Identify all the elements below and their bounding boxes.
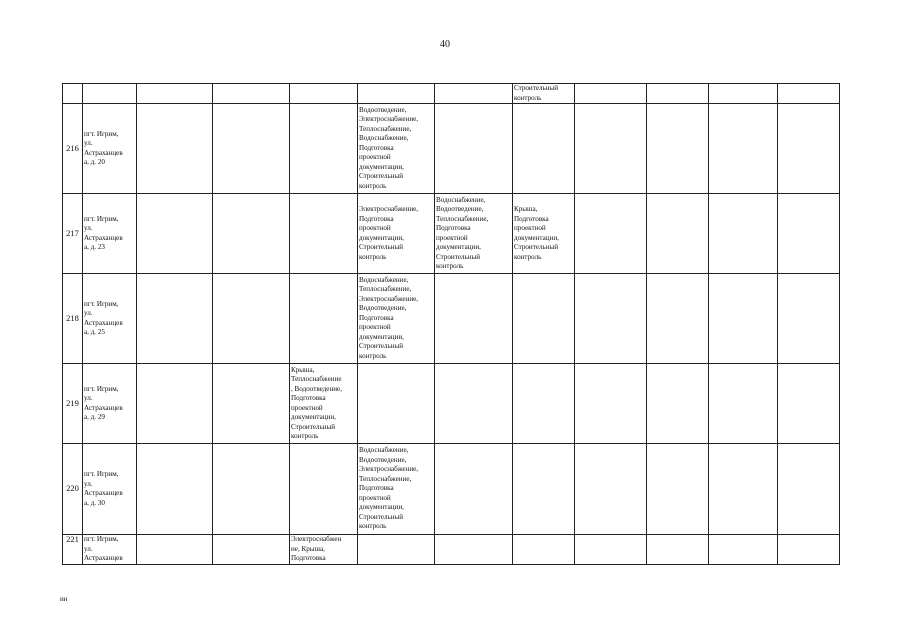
row-number: 220 [63, 444, 83, 535]
table-row [63, 274, 840, 364]
cell-text-line: Подготовка [359, 143, 394, 152]
cell-text-line: Подготовка [291, 394, 326, 402]
cell-text-line: ул. [84, 544, 93, 553]
table-cell [213, 364, 290, 444]
cell-text-line: Крыша, [514, 205, 538, 213]
cell-text-line: документации, [359, 332, 404, 341]
cell-text-line: пгт. Игрим, [84, 535, 119, 543]
cell-text-line: Электроснабжение, [359, 205, 419, 213]
cell-text-line: Теплоснабжение [291, 375, 342, 383]
cell-text-line: документации, [514, 233, 559, 242]
cell-text-line: Строительный [291, 422, 336, 431]
table-cell [575, 84, 647, 104]
table-cell [647, 535, 709, 565]
cell-text-line: пгт. Игрим, [84, 129, 119, 138]
table-cell [709, 194, 778, 274]
table-row [63, 535, 840, 565]
table-cell [213, 84, 290, 104]
cell-text-line: Водоснабжение, [359, 275, 409, 284]
cell-text-line: Электроснабжен [291, 535, 342, 543]
table-row-continuation [63, 84, 840, 104]
table-row [63, 364, 840, 444]
works-cell [513, 194, 575, 274]
cell-text-line: Теплоснабжение, [436, 214, 489, 223]
table-cell [647, 84, 709, 104]
cell-text-line: документации, [359, 503, 404, 512]
works-cell [435, 194, 513, 274]
cell-text-line: документации, [436, 243, 481, 251]
works-cell [513, 104, 575, 194]
works-cell [290, 364, 358, 444]
cell-text-line: Строительный [514, 243, 559, 251]
works-cell [358, 535, 435, 565]
cell-text-line: ул. [84, 309, 93, 317]
table-cell [575, 444, 647, 535]
page-number: 40 [440, 39, 450, 50]
works-cell [290, 194, 358, 274]
table-row [63, 444, 840, 535]
cell-text-line: контроль [359, 181, 387, 190]
cell-text-line: документации, [359, 162, 404, 171]
table-cell [213, 274, 290, 364]
works-cell [435, 274, 513, 364]
row-number: 218 [63, 274, 83, 364]
cell-text-line: Теплоснабжение, [359, 474, 412, 483]
table-cell [709, 274, 778, 364]
cell-text-line: проектной [359, 323, 391, 332]
cell-text-line: проектной [514, 224, 546, 232]
cell-text-line: Теплоснабжение, [359, 124, 412, 133]
table-cell [647, 364, 709, 444]
cell-text-line: Водоотведение, [359, 304, 407, 313]
table-cell [778, 535, 840, 565]
cell-text-line: Теплоснабжение, [359, 285, 412, 294]
table-cell [647, 194, 709, 274]
cell-text-line: проектной [359, 224, 391, 232]
table-cell [137, 84, 213, 104]
cell-text-line: пгт. Игрим, [84, 214, 119, 223]
cell-text-line: ул. [84, 394, 93, 402]
works-cell [290, 444, 358, 535]
cell-text-line: контроль [291, 432, 319, 440]
table-cell [709, 535, 778, 565]
works-cell [358, 104, 435, 194]
cell-text-line: Водоснабжение, [359, 134, 409, 143]
table-cell [435, 84, 513, 104]
table-cell [137, 535, 213, 565]
row-number: 221 [63, 535, 83, 565]
row-number: 216 [63, 104, 83, 194]
cell-text-line: проектной [359, 153, 391, 162]
table-cell [778, 194, 840, 274]
cell-text-line: а, д. 30 [84, 498, 105, 507]
cell-text-line: ул. [84, 479, 93, 488]
works-cell [513, 444, 575, 535]
table-cell [513, 84, 575, 104]
table-cell [575, 274, 647, 364]
table-cell [709, 84, 778, 104]
table-cell [709, 444, 778, 535]
address-cell [83, 535, 137, 565]
cell-text-line: Водоотведение, [359, 455, 407, 464]
cell-text-line: Астраханцев [84, 554, 123, 562]
table-cell [647, 444, 709, 535]
works-table [62, 83, 840, 565]
table-cell [213, 194, 290, 274]
table-cell [137, 364, 213, 444]
address-cell [83, 364, 137, 444]
cell-text-line: а, д. 25 [84, 328, 105, 336]
works-cell [358, 194, 435, 274]
address-cell [83, 194, 137, 274]
cell-text-line: Водоотведение, [359, 105, 407, 114]
works-cell [290, 104, 358, 194]
table-cell [575, 104, 647, 194]
cell-text-line: Подготовка [359, 484, 394, 493]
cell-text-line: проектной [359, 493, 391, 502]
table-cell [137, 444, 213, 535]
cell-text-line: Строительный [359, 172, 404, 181]
cell-text-line: Водоотведение, [436, 205, 484, 213]
cell-text-line: Подготовка [359, 214, 394, 223]
cell-text-line: ие, Крыша, [291, 544, 325, 553]
table-cell [137, 274, 213, 364]
table-cell [213, 104, 290, 194]
address-cell [83, 444, 137, 535]
table-cell [575, 535, 647, 565]
cell-text-line: контроль [514, 252, 542, 261]
cell-text-line: проектной [291, 403, 323, 412]
cell-text-line: ул. [84, 139, 93, 147]
works-cell [513, 535, 575, 565]
cell-text-line: пгт. Игрим, [84, 299, 119, 308]
cell-text-line: а, д. 23 [84, 243, 105, 251]
table-cell [213, 444, 290, 535]
cell-text-line: Подготовка [436, 224, 471, 232]
cell-text-line: Подготовка [359, 313, 394, 322]
table-cell [575, 364, 647, 444]
table-cell [575, 194, 647, 274]
works-cell [290, 535, 358, 565]
cell-text-line: Подготовка [291, 554, 326, 562]
table-cell [137, 104, 213, 194]
table-cell [647, 274, 709, 364]
cell-text-line: Водоснабжение, [436, 195, 486, 204]
cell-text-line: , Водоотведение, [291, 384, 342, 393]
cell-text-line: ул. [84, 224, 93, 232]
table-cell [63, 84, 83, 104]
cell-text-line: а, д. 29 [84, 413, 105, 421]
cell-text-line: документации, [359, 233, 404, 242]
cell-text-line: документации, [291, 413, 336, 421]
cell-text-line: контроль [359, 351, 387, 360]
cell-text-line: контроль [359, 522, 387, 531]
table-cell [778, 274, 840, 364]
table-cell [137, 194, 213, 274]
table-cell [709, 364, 778, 444]
cell-text-line: контроль [436, 262, 464, 270]
cell-text-line: контроль [359, 252, 387, 261]
cell-text-line: Электроснабжение, [359, 465, 419, 474]
works-cell [435, 364, 513, 444]
cell-text-line: проектной [436, 233, 468, 242]
works-cell [290, 274, 358, 364]
cell-text-line: Строительный [359, 512, 404, 521]
cell-text-line: пгт. Игрим, [84, 470, 119, 478]
cell-text-line: Электроснабжение, [359, 294, 419, 303]
cell-text-line: Астраханцев [84, 403, 123, 412]
cell-text-line: Водоснабжение, [359, 446, 409, 455]
table-cell [778, 444, 840, 535]
cell-text-line: Крыша, [291, 365, 315, 374]
cell-text-line: Астраханцев [84, 148, 123, 157]
works-cell [513, 274, 575, 364]
table-cell [778, 364, 840, 444]
works-cell [358, 444, 435, 535]
footer-mark: ин [60, 595, 68, 603]
cell-text-line: Строительный [436, 252, 481, 261]
table-cell [358, 84, 435, 104]
table-row [63, 194, 840, 274]
table-cell [290, 84, 358, 104]
cell-text-line: Строительный [359, 342, 404, 351]
cell-text-line: Электроснабжение, [359, 115, 419, 124]
cell-text-line: контроль [514, 93, 542, 102]
works-cell [358, 274, 435, 364]
cell-text-line: Астраханцев [84, 318, 123, 327]
cell-text-line: Строительный [514, 84, 559, 92]
cell-text-line: Строительный [359, 243, 404, 251]
row-number: 217 [63, 194, 83, 274]
address-cell [83, 104, 137, 194]
table-cell [778, 84, 840, 104]
works-cell [435, 535, 513, 565]
table-cell [709, 104, 778, 194]
table-cell [83, 84, 137, 104]
works-cell [513, 364, 575, 444]
cell-text-line: Астраханцев [84, 233, 123, 242]
address-cell [83, 274, 137, 364]
table-row [63, 104, 840, 194]
table-cell [778, 104, 840, 194]
row-number: 219 [63, 364, 83, 444]
works-cell [435, 444, 513, 535]
cell-text-line: пгт. Игрим, [84, 384, 119, 393]
cell-text-line: а, д. 20 [84, 158, 105, 166]
cell-text-line: Астраханцев [84, 489, 123, 497]
table-cell [647, 104, 709, 194]
works-cell [358, 364, 435, 444]
cell-text-line: Подготовка [514, 214, 549, 223]
table-cell [213, 535, 290, 565]
works-cell [435, 104, 513, 194]
